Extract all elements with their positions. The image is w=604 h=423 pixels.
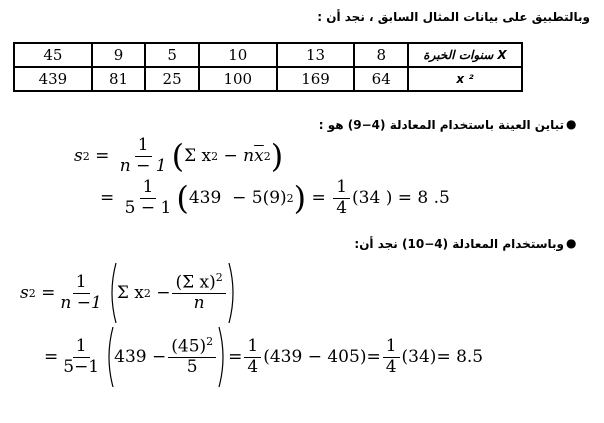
table-row-header: سنوات الخبرة X (408, 43, 522, 67)
eq2-line2: = $\frac{1}{5-1}$ 439 − $\frac{(45)^2}{5}$ = $\frac{1}{4}$ (439 − 405) = $\frac{1}{4}$ (34) = 8.5 (44, 326, 483, 388)
table-cell: 9 (92, 43, 146, 67)
bullet-icon: ● (566, 117, 577, 131)
table-cell: 25 (145, 67, 199, 91)
right-paren-icon (228, 262, 238, 324)
eq1-line2: = $\frac{1}{5 - 1}$ ( 439 − 5 (9) 2 ) = $\frac{1}{4}$ (34 ) = 8 .5 (100, 177, 450, 218)
table-cell: 13 (277, 43, 355, 67)
table-cell: 100 (199, 67, 277, 91)
table-cell: 64 (354, 67, 408, 91)
intro-text: وبالتطبيق على بيانات المثال السابق ، نجد أن : (317, 10, 590, 24)
table-row (14, 43, 522, 67)
bullet2-text: وباستخدام المعادلة (4−10) نجد أن: (354, 237, 564, 251)
data-table (13, 42, 523, 92)
table-row-header: x ² (408, 67, 522, 91)
eq2-line1: s 2 = $\frac{1}{n -1}$ Σ x 2 − $\frac{(\Sigma x)^2}{n}$ (20, 262, 238, 324)
table-cell: 8 (354, 43, 408, 67)
eq1-lhs: s (74, 146, 83, 167)
table-cell: 169 (277, 67, 355, 91)
table-cell: 45 (14, 43, 92, 67)
left-paren-icon (104, 326, 114, 388)
bullet-icon: ● (566, 236, 577, 250)
table-cell: 439 (14, 67, 92, 91)
table-cell: 10 (199, 43, 277, 67)
table-cell: 5 (145, 43, 199, 67)
eq1-line1: s 2 = $\frac{1}{n - 1}$ ( Σ x 2 − n $\overline{x}$ 2 ) (74, 135, 284, 176)
left-paren-icon (107, 262, 117, 324)
eq1-frac: $\frac{1}{n - 1}$ (119, 135, 167, 176)
bullet1-text: تباين العينة باستخدام المعادلة (4−9) هو : (318, 118, 564, 132)
table-row (14, 67, 522, 91)
right-paren-icon (218, 326, 228, 388)
eq1-sum: Σ x (184, 146, 212, 167)
table-cell: 81 (92, 67, 146, 91)
